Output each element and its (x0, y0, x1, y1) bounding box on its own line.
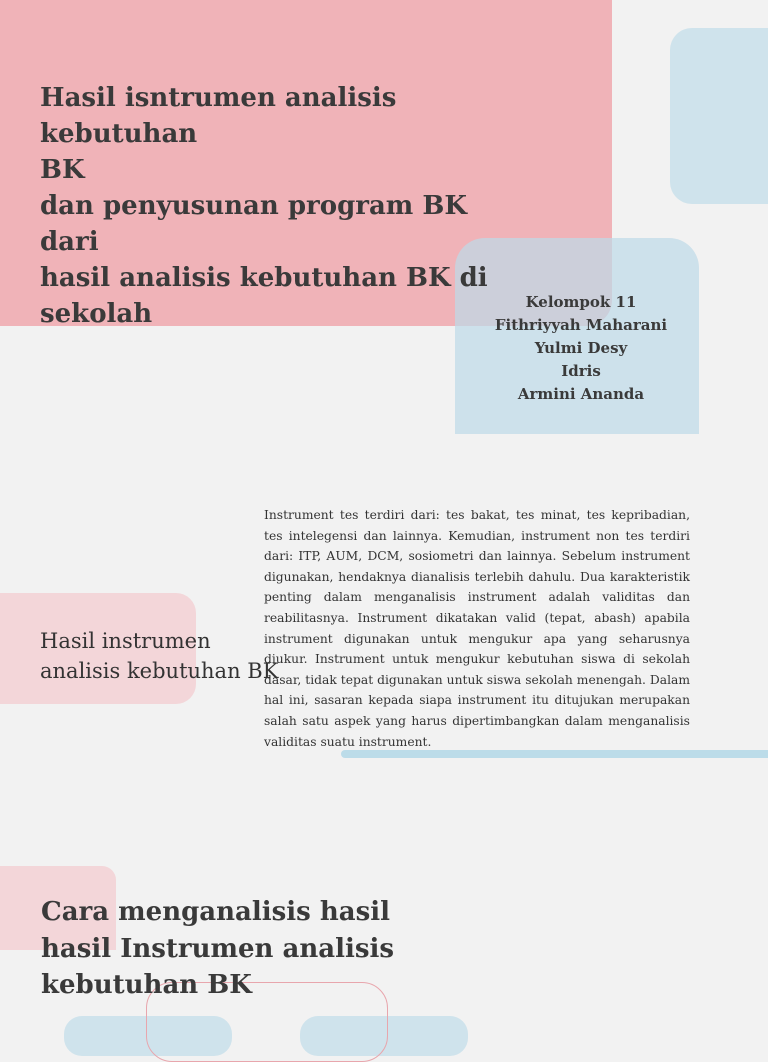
section-title-line: Hasil instrumen (40, 629, 211, 653)
author-name: Armini Ananda (517, 385, 645, 403)
section-title-line: hasil Instrumen analisis (41, 933, 395, 964)
author-name: Yulmi Desy (534, 339, 628, 357)
section-title-line: analisis kebutuhan BK (40, 659, 279, 683)
section-title-line: Cara menganalisis hasil (41, 897, 390, 927)
slide-title-line: BK (40, 155, 85, 185)
author-list (472, 291, 690, 406)
blue-corner-block (670, 28, 768, 204)
author-name: Fithriyyah Maharani (494, 316, 668, 334)
slide-title-line: Hasil isntrumen analisis kebutuhan (40, 83, 397, 149)
section-body-text: Instrument tes terdiri dari: tes bakat, tes minat, tes kepribadian, tes intelegensi dan lainnya. Kemudian, instrument non tes terdiri dari: ITP, AUM, DCM, sosiometri dan lainnya. Sebelum instrument digunakan, hendaknya dianalisis terlebih dahulu. Dua karakteristik penting dalam menganalisis instrument adalah validitas dan reabilitasnya. Instrument dikatakan valid (tepat, abash) apabila instrument digunakan untuk mengukur apa yang seharusnya diukur. Instrument untuk mengukur kebutuhan siswa di sekolah dasar, tidak tepat digunakan untuk siswa sekolah menengah. Dalam hal ini, sasaran kepada siapa instrument itu ditujukan merupakan salah satu aspek yang harus dipertimbangkan dalam menganalisis validitas suatu instrument. (264, 508, 690, 749)
slide-title-line: hasil analisis kebutuhan BK di (40, 263, 488, 293)
slide-title-line: sekolah (40, 299, 153, 329)
slide-title-line: dan penyusunan program BK dari (40, 191, 467, 257)
group-name: Kelompok 11 (525, 293, 637, 311)
slide-title (40, 80, 520, 332)
section-title-2 (41, 894, 401, 1004)
author-name: Idris (561, 362, 601, 380)
section-title-line: kebutuhan BK (41, 970, 252, 1000)
